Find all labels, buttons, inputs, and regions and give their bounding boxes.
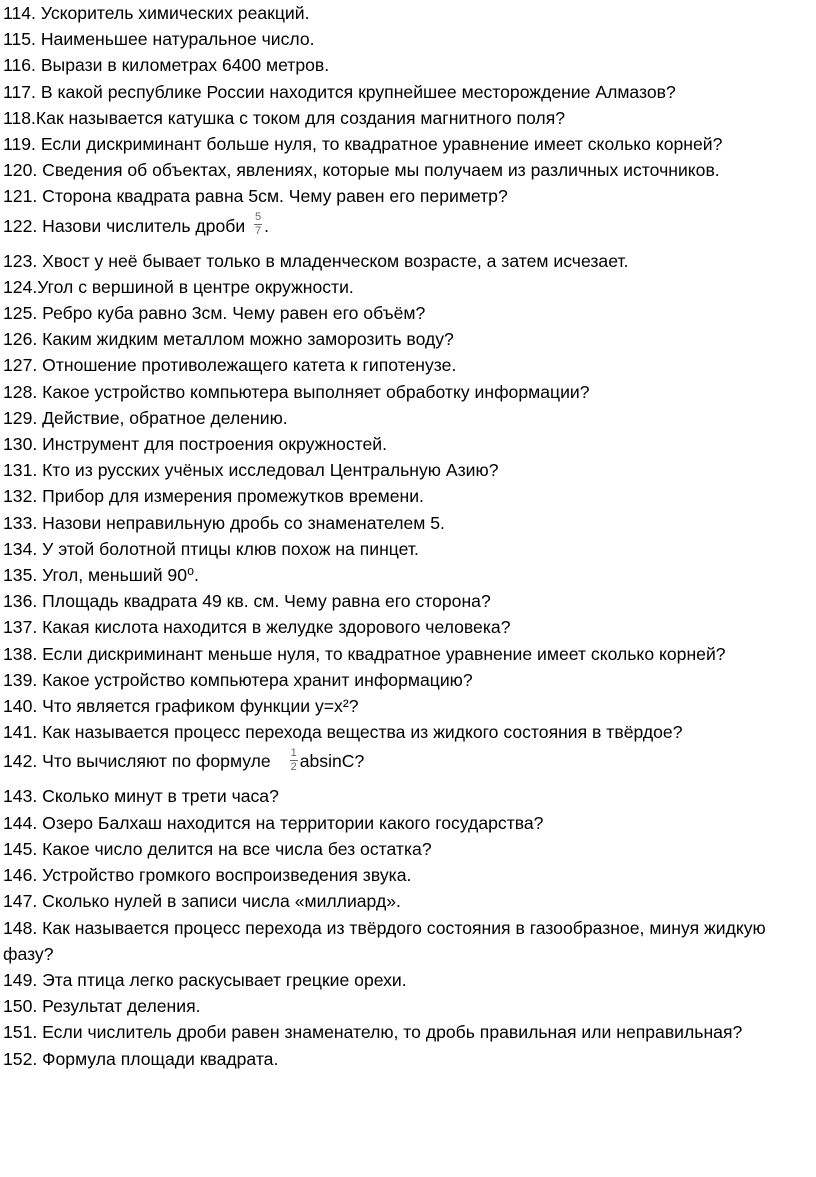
question-114: 114. Ускоритель химических реакций.	[3, 3, 310, 23]
fraction	[290, 748, 298, 773]
question-141: 141. Как называется процесс перехода вещества из жидкого состояния в твёрдое?	[3, 722, 683, 743]
question-142	[3, 745, 813, 783]
question-119: 119. Если дискриминант больше нуля, то квадратное уравнение имеет сколько корней?	[3, 134, 723, 155]
question-149: 149. Эта птица легко раскусывает грецкие орехи.	[3, 969, 407, 990]
question-151: 151. Если числитель дроби равен знаменателю, то дробь правильная или неправильная?	[3, 1022, 743, 1043]
fraction-denominator: 2	[290, 761, 297, 774]
question-124: 124.Угол с вершиной в центре окружности.	[3, 276, 354, 297]
question-145: 145. Какое число делится на все числа без остатка?	[3, 838, 432, 859]
question-115: 115. Наименьшее натуральное число.	[3, 29, 315, 50]
question-139: 139. Какое устройство компьютера хранит информацию?	[3, 669, 473, 690]
question-144: 144. Озеро Балхаш находится на территории какого государства?	[3, 812, 544, 833]
question-118: 118.Как называется катушка с током для создания магнитного поля?	[3, 107, 566, 128]
question-131: 131. Кто из русских учёных исследовал Центральную Азию?	[3, 460, 499, 481]
question-150: 150. Результат деления.	[3, 996, 201, 1017]
question-137: 137. Какая кислота находится в желудке здорового человека?	[3, 617, 511, 638]
question-126: 126. Каким жидким металлом можно заморозить воду?	[3, 329, 454, 350]
question-128: 128. Какое устройство компьютера выполняет обработку информации?	[3, 381, 590, 402]
question-148: 148. Как называется процесс перехода из твёрдого состояния в газообразное, минуя жидкую фазу?	[3, 917, 766, 964]
question-147: 147. Сколько нулей в записи числа «миллиард».	[3, 891, 401, 912]
fraction-numerator: 5	[255, 211, 262, 224]
question-text-end: .	[264, 215, 270, 236]
question-146: 146. Устройство громкого воспроизведения звука.	[3, 865, 412, 886]
question-117: 117. В какой республике России находится крупнейшее месторождение Алмазов?	[3, 81, 676, 102]
question-140: 140. Что является графиком функции у=х²?	[3, 696, 359, 717]
question-127: 127. Отношение противолежащего катета к гипотенузе.	[3, 355, 457, 376]
question-text-end: аbsinC?	[299, 751, 365, 772]
question-125: 125. Ребро куба равно 3см. Чему равен его объём?	[3, 303, 426, 324]
fraction-numerator: 1	[290, 747, 297, 760]
question-116: 116. Вырази в километрах 6400 метров.	[3, 55, 330, 76]
question-134: 134. У этой болотной птицы клюв похож на пинцет.	[3, 538, 419, 559]
question-list	[3, 0, 813, 1072]
question-text: 142. Что вычисляют по формуле	[3, 751, 276, 772]
question-136: 136. Площадь квадрата 49 кв. см. Чему равна его сторона?	[3, 591, 491, 612]
question-121: 121. Сторона квадрата равна 5см. Чему равен его периметр?	[3, 186, 508, 207]
question-120: 120. Сведения об объектах, явлениях, которые мы получаем из различных источников.	[3, 160, 720, 181]
fraction	[254, 212, 262, 237]
question-123: 123. Хвост у неё бывает только в младенческом возрасте, а затем исчезает.	[3, 250, 629, 271]
question-143: 143. Сколько минут в трети часа?	[3, 786, 279, 807]
question-132: 132. Прибор для измерения промежутков времени.	[3, 486, 424, 507]
question-129: 129. Действие, обратное делению.	[3, 407, 288, 428]
question-text: 122. Назови числитель дроби	[3, 215, 251, 236]
question-135: 135. Угол, меньший 90⁰.	[3, 565, 199, 586]
question-122	[3, 210, 813, 248]
question-133: 133. Назови неправильную дробь со знаменателем 5.	[3, 512, 445, 533]
question-138: 138. Если дискриминант меньше нуля, то квадратное уравнение имеет сколько корней?	[3, 643, 726, 664]
fraction-denominator: 7	[255, 225, 262, 238]
question-130: 130. Инструмент для построения окружностей.	[3, 434, 387, 455]
question-152: 152. Формула площади квадрата.	[3, 1048, 279, 1069]
